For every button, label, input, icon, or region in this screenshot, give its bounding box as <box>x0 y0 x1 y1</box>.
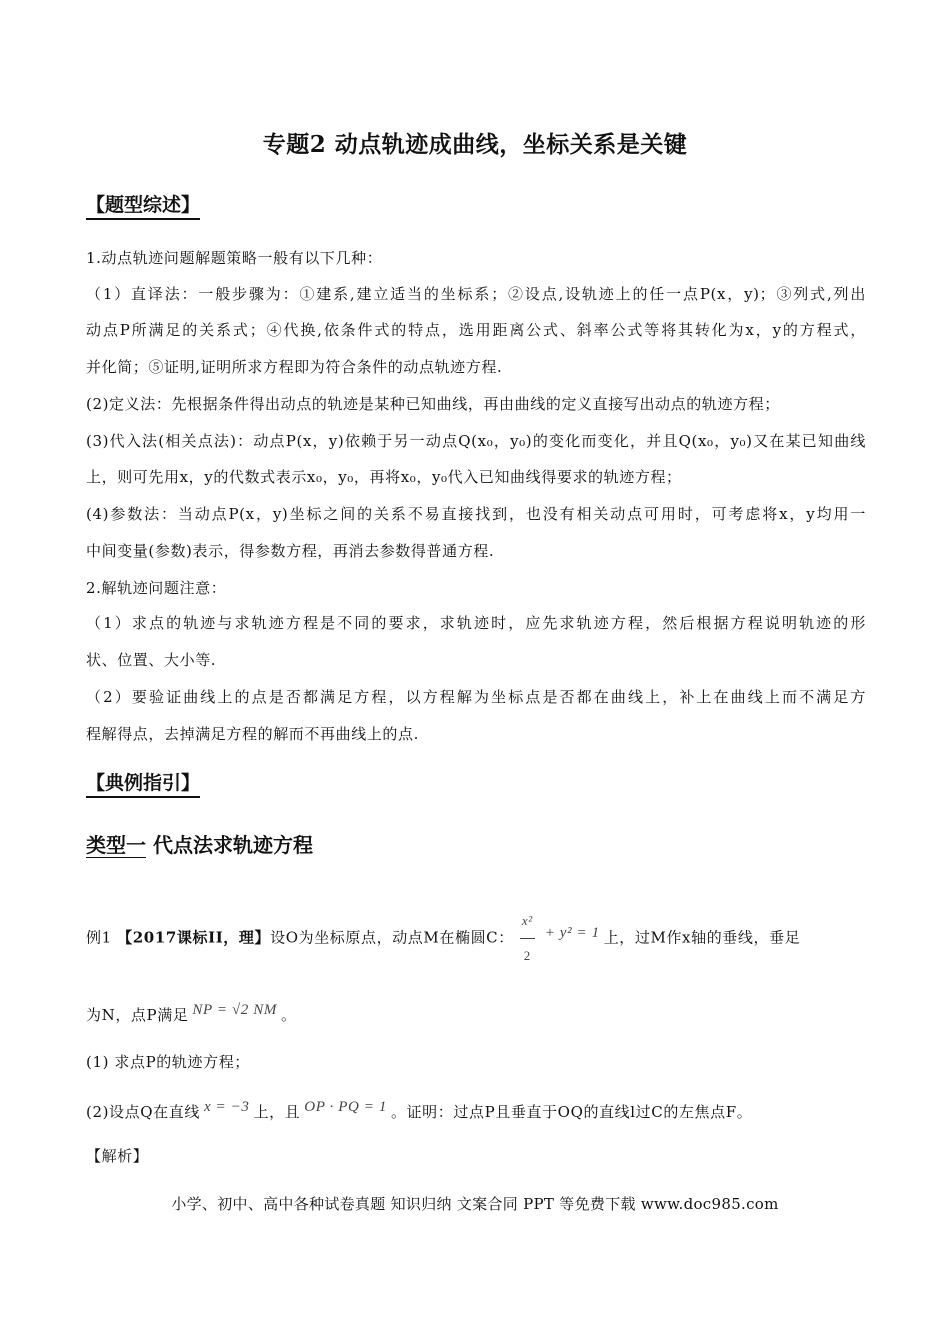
example-text: 上，过M作x轴的垂线，垂足 <box>603 928 801 947</box>
ellipse-fraction <box>520 904 535 973</box>
page-title: 专题2 动点轨迹成曲线，坐标关系是关键 <box>262 131 688 158</box>
line-equation: x = −3 <box>203 1099 250 1115</box>
example-text: 。证明：过点P且垂直于OQ的直线l过C的左焦点F。 <box>390 1103 753 1121</box>
overview-paragraph: 2.解轨迹问题注意： <box>86 579 227 597</box>
overview-paragraph: 程解得点，去掉满足方程的解而不再曲线上的点. <box>86 725 419 743</box>
overview-paragraph: （1）求点的轨迹与求轨迹方程是不同的要求，求轨迹时，应先求轨迹方程，然后根据方程说明轨迹的形 <box>86 614 866 632</box>
question-2 <box>86 1097 866 1122</box>
example-source: 【2017课标II，理】 <box>117 928 271 947</box>
vector-equation: NP = √2 NM <box>192 1002 277 1018</box>
overview-paragraph: 动点P所满足的关系式；④代换,依条件式的特点，选用距离公式、斜率公式等将其转化为x，y的方程式， <box>86 321 866 339</box>
ellipse-equation-rest: + y² = 1 <box>544 924 600 941</box>
page-footer: 小学、初中、高中各种试卷真题 知识归纳 文案合同 PPT 等免费下载 www.doc985.com <box>171 1195 779 1213</box>
type-title: 代点法求轨迹方程 <box>146 833 313 857</box>
overview-paragraph: (3)代入法(相关点法)：动点P(x，y)依赖于另一动点Q(x₀，y₀)的变化而变化，并且Q(x₀，y₀)又在某已知曲线 <box>86 432 866 450</box>
example-text: (2)设点Q在直线 <box>86 1103 200 1121</box>
overview-paragraph: 上，则可先用x，y的代数式表示x₀，y₀，再将x₀，y₀代入已知曲线得要求的轨迹方程； <box>86 468 682 486</box>
overview-paragraph: （2）要验证曲线上的点是否都满足方程，以方程解为坐标点是否都在曲线上，补上在曲线上而不满足方 <box>86 688 866 706</box>
example-text: 。 <box>280 1006 297 1024</box>
overview-paragraph: 中间变量(参数)表示，得参数方程，再消去参数得普通方程. <box>86 542 495 560</box>
example-prefix: 例1 <box>86 928 118 947</box>
overview-paragraph: 状、位置、大小等. <box>86 651 217 669</box>
type-label: 类型一 <box>86 833 146 857</box>
section-heading-examples: 【典例指引】 <box>86 771 200 798</box>
overview-paragraph: (2)定义法：先根据条件得出动点的轨迹是某种已知曲线，再由曲线的定义直接写出动点的轨迹方程； <box>86 395 780 413</box>
example-line-2 <box>86 1000 866 1025</box>
example-text: 为N，点P满足 <box>86 1006 189 1024</box>
dot-product-equation: OP · PQ = 1 <box>304 1099 387 1115</box>
analysis-label: 【解析】 <box>86 1147 149 1165</box>
type-heading <box>86 832 313 858</box>
overview-paragraph: （1）直译法：一般步骤为：①建系,建立适当的坐标系；②设点,设轨迹上的任一点P(x，y)；③列式,列出 <box>86 285 866 303</box>
overview-paragraph: 并化简；⑤证明,证明所求方程即为符合条件的动点轨迹方程. <box>86 358 503 376</box>
example-line-1 <box>86 904 866 973</box>
overview-paragraph: (4)参数法：当动点P(x，y)坐标之间的关系不易直接找到，也没有相关动点可用时，可考虑将x，y均用一 <box>86 505 866 523</box>
example-text: 上，且 <box>253 1103 301 1121</box>
question-1: (1) 求点P的轨迹方程； <box>86 1053 250 1071</box>
section-heading-overview: 【题型综述】 <box>86 193 200 220</box>
fraction-numerator: x² <box>520 904 535 939</box>
example-text: 设O为坐标原点，动点M在椭圆C： <box>270 928 514 947</box>
overview-paragraph: 1.动点轨迹问题解题策略一般有以下几种： <box>86 249 383 267</box>
fraction-denominator: 2 <box>523 948 531 963</box>
